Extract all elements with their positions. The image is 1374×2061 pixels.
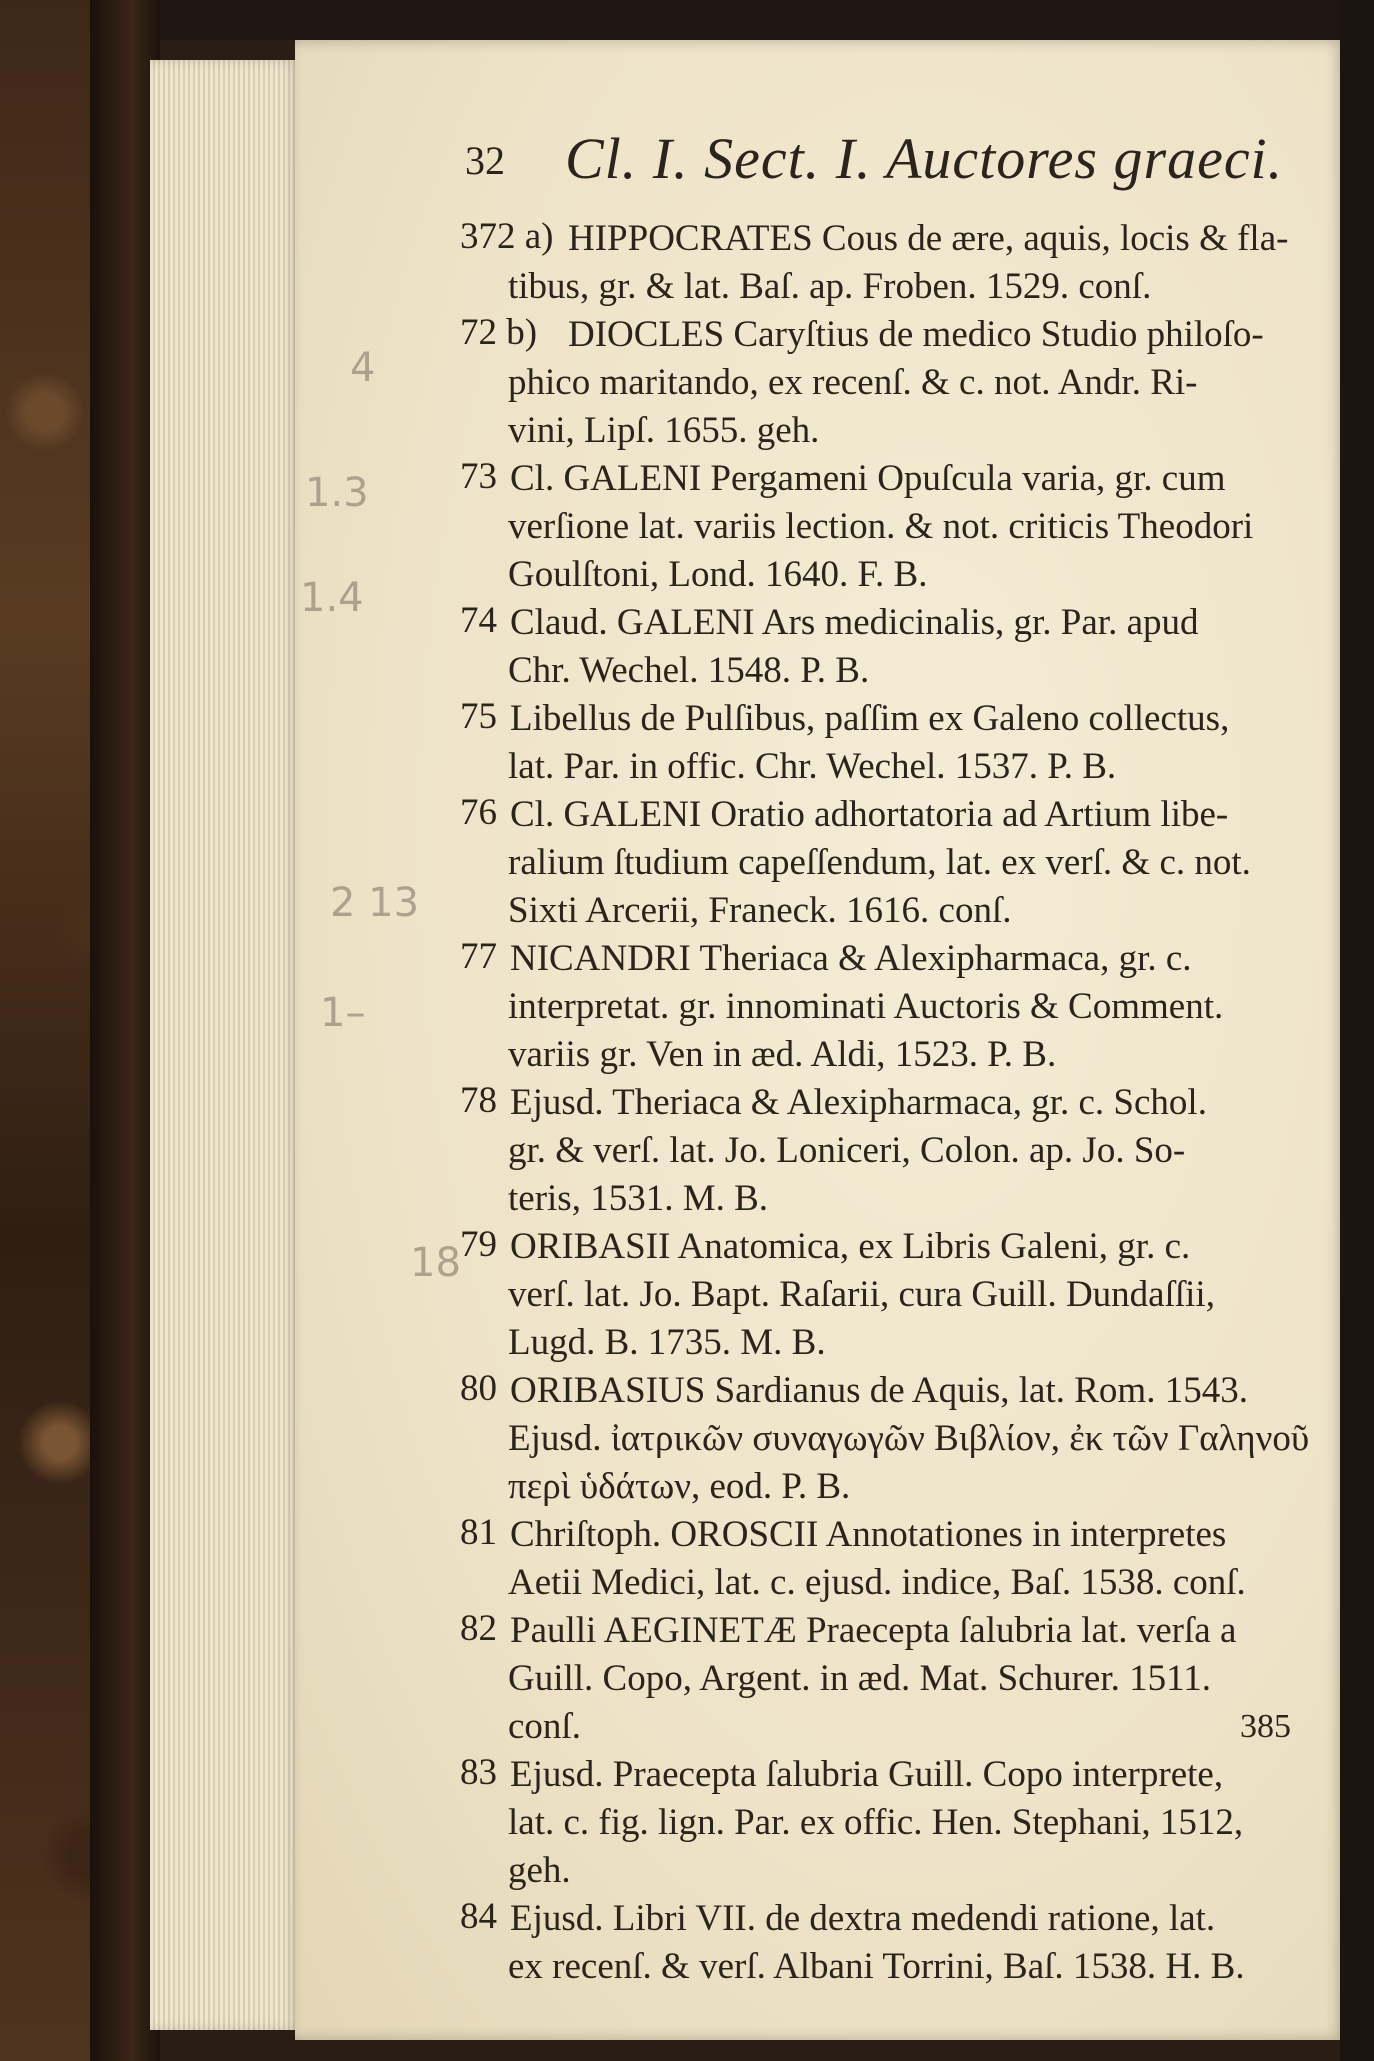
- catalog-entry: [460, 1607, 1320, 1751]
- entry-line: Aetii Medici, lat. c. ejusd. indice, Baſ. 1538. conſ.: [508, 1562, 1246, 1603]
- entry-number: 79: [460, 1224, 497, 1265]
- entry-line: HIPPOCRATES Cous de ære, aquis, locis & fla-: [568, 218, 1289, 259]
- entry-number: 80: [460, 1368, 497, 1409]
- entry-line: Ejusd. Libri VII. de dextra medendi ratione, lat.: [510, 1898, 1216, 1939]
- entry-number: 372 a): [460, 216, 554, 257]
- top-background: [0, 0, 1374, 40]
- entry-number: 76: [460, 792, 497, 833]
- entry-line: Chriſtoph. OROSCII Annotationes in interpretes: [510, 1514, 1227, 1555]
- entry-number: 84: [460, 1896, 497, 1937]
- catalog-entry: [460, 695, 1320, 791]
- catalog-entry: [460, 935, 1320, 1079]
- signature-mark: 385: [1240, 1708, 1291, 1745]
- entry-line: ralium ſtudium capeſſendum, lat. ex verſ. & c. not.: [508, 842, 1251, 883]
- entry-line: Libellus de Pulſibus, paſſim ex Galeno collectus,: [510, 698, 1230, 739]
- entry-line: lat. c. fig. lign. Par. ex offic. Hen. Stephani, 1512,: [508, 1802, 1244, 1843]
- entry-line: Goulſtoni, Lond. 1640. F. B.: [508, 554, 928, 595]
- entry-line: lat. Par. in offic. Chr. Wechel. 1537. P. B.: [508, 746, 1117, 787]
- entry-line: tibus, gr. & lat. Baſ. ap. Froben. 1529. conſ.: [508, 266, 1152, 307]
- entry-line: verſ. lat. Jo. Bapt. Raſarii, cura Guill. Dundaſſii,: [508, 1274, 1215, 1315]
- entry-line: geh.: [508, 1850, 571, 1891]
- entry-line: Ejusd. ἰατρικῶν συναγωγῶν Βιβλίον, ἐκ τῶν Γαληνοῦ: [508, 1418, 1310, 1459]
- entry-line: gr. & verſ. lat. Jo. Loniceri, Colon. ap. Jo. So-: [508, 1130, 1186, 1171]
- entry-number: 77: [460, 936, 497, 977]
- entry-line: interpretat. gr. innominati Auctoris & Comment.: [508, 986, 1224, 1027]
- running-title: Cl. I. Sect. I. Auctores graeci.: [565, 126, 1284, 191]
- entry-line: Ejusd. Theriaca & Alexipharmaca, gr. c. Schol.: [510, 1082, 1207, 1123]
- entry-line: vini, Lipſ. 1655. geh.: [508, 410, 820, 451]
- entry-line: Cl. GALENI Oratio adhortatoria ad Artium libe-: [510, 794, 1229, 835]
- page-header: [465, 125, 1325, 205]
- right-background: [1340, 0, 1374, 2061]
- catalog-entry: [460, 1511, 1320, 1607]
- catalog-entry: [460, 599, 1320, 695]
- entry-number: 72 b): [460, 312, 538, 353]
- entry-line: DIOCLES Caryſtius de medico Studio philoſo-: [568, 314, 1264, 355]
- entry-number: 81: [460, 1512, 497, 1553]
- pencil-mark: 4: [350, 345, 376, 391]
- catalog-entry: [460, 1751, 1320, 1895]
- pencil-mark: 2 13: [330, 880, 420, 926]
- entry-line: ex recenſ. & verſ. Albani Torrini, Baſ. 1538. H. B.: [508, 1946, 1245, 1987]
- catalog-entry: [460, 1895, 1320, 1991]
- entry-line: Claud. GALENI Ars medicinalis, gr. Par. apud: [510, 602, 1199, 643]
- entry-number: 83: [460, 1752, 497, 1793]
- catalog-entry: [460, 1079, 1320, 1223]
- catalog-entry: [460, 311, 1320, 455]
- pencil-mark: 18: [410, 1240, 461, 1286]
- page-number: 32: [465, 138, 505, 183]
- entry-line: variis gr. Ven in æd. Aldi, 1523. P. B.: [508, 1034, 1057, 1075]
- entry-number: 74: [460, 600, 497, 641]
- catalog-entry: [460, 1223, 1320, 1367]
- entry-number: 75: [460, 696, 497, 737]
- entry-line: περὶ ὑδάτων, eod. P. B.: [508, 1466, 851, 1507]
- catalog-entry: [460, 1367, 1320, 1511]
- entry-line: Ejusd. Praecepta ſalubria Guill. Copo interprete,: [510, 1754, 1224, 1795]
- entry-line: NICANDRI Theriaca & Alexipharmaca, gr. c.: [510, 938, 1192, 979]
- entry-line: Lugd. B. 1735. M. B.: [508, 1322, 826, 1363]
- entry-line: Sixti Arcerii, Franeck. 1616. conſ.: [508, 890, 1012, 931]
- entry-number: 78: [460, 1080, 497, 1121]
- page-block-edges: [150, 60, 300, 2030]
- entry-line: teris, 1531. M. B.: [508, 1178, 769, 1219]
- entry-line: Guill. Copo, Argent. in æd. Mat. Schurer. 1511.: [508, 1658, 1211, 1699]
- catalog-entry: [460, 455, 1320, 599]
- entry-line: Cl. GALENI Pergameni Opuſcula varia, gr. cum: [510, 458, 1226, 499]
- entry-line: Chr. Wechel. 1548. P. B.: [508, 650, 870, 691]
- catalog-entries: [460, 215, 1320, 1991]
- catalog-entry: [460, 791, 1320, 935]
- entry-line: ORIBASII Anatomica, ex Libris Galeni, gr. c.: [510, 1226, 1191, 1267]
- pencil-mark: 1–: [320, 990, 366, 1036]
- entry-line: conſ.: [508, 1706, 581, 1747]
- catalog-entry: [460, 215, 1320, 311]
- pencil-mark: 1.4: [300, 575, 364, 621]
- entry-line: verſione lat. variis lection. & not. criticis Theodori: [508, 506, 1254, 547]
- pencil-mark: 1.3: [305, 470, 369, 516]
- entry-line: ORIBASIUS Sardianus de Aquis, lat. Rom. 1543.: [510, 1370, 1248, 1411]
- entry-number: 82: [460, 1608, 497, 1649]
- entry-line: Paulli AEGINETÆ Praecepta ſalubria lat. verſa a: [510, 1610, 1237, 1651]
- entry-line: phico maritando, ex recenſ. & c. not. Andr. Ri-: [508, 362, 1198, 403]
- entry-number: 73: [460, 456, 497, 497]
